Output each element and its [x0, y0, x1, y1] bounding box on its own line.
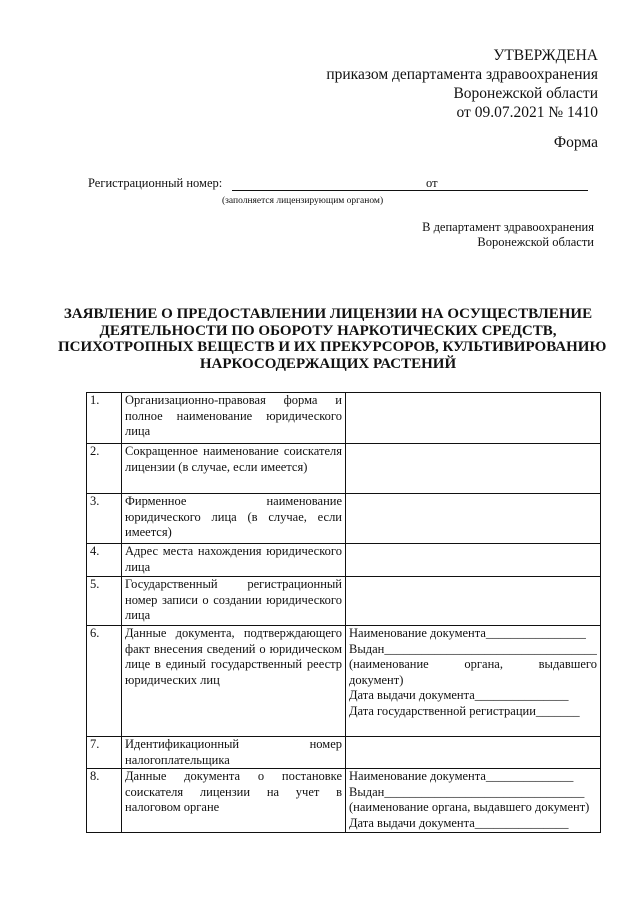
row-number: 8.	[87, 769, 122, 833]
form-label: Форма	[553, 134, 598, 151]
recipient-block	[422, 220, 594, 250]
value-line: Дата государственной регистрации_______	[349, 703, 580, 718]
table-row	[87, 494, 601, 544]
row-value-field[interactable]	[346, 737, 601, 769]
value-line: (наименование органа, выдавшего документ)	[349, 800, 590, 814]
table-row	[87, 769, 601, 833]
table-row	[87, 444, 601, 494]
application-table	[86, 392, 601, 833]
row-number: 1.	[87, 393, 122, 444]
recipient-line-1: В департамент здравоохранения	[422, 220, 594, 234]
registration-number-label: Регистрационный номер:	[88, 176, 223, 190]
table-row	[87, 737, 601, 769]
row-label: Фирменное наименование юридического лица (в случае, если имеется)	[122, 494, 346, 544]
value-line: Наименование документа________________	[349, 626, 586, 640]
registration-hint: (заполняется лицензирующим органом)	[222, 196, 384, 206]
row-label: Адрес места нахождения юридического лица	[122, 544, 346, 577]
value-line: Выдан__________________________________	[349, 641, 597, 656]
approval-date-number: от 09.07.2021 № 1410	[456, 104, 598, 121]
row-value-field[interactable]	[346, 626, 601, 737]
value-line: документ)	[349, 672, 404, 687]
table-row	[87, 393, 601, 444]
table-row	[87, 577, 601, 626]
row-number: 3.	[87, 494, 122, 544]
title-line-3: ПСИХОТРОПНЫХ ВЕЩЕСТВ И ИХ ПРЕКУРСОРОВ, КУЛЬТИВИРОВАНИЮ	[58, 339, 607, 355]
row-label: Данные документа о постановке соискателя лицензии на учет в налоговом органе	[122, 769, 346, 833]
registration-date-label: от	[426, 176, 438, 190]
title-line-1: ЗАЯВЛЕНИЕ О ПРЕДОСТАВЛЕНИИ ЛИЦЕНЗИИ НА ОСУЩЕСТВЛЕНИЕ	[63, 306, 593, 322]
registration-date-line	[440, 190, 588, 191]
row-label: Организационно-правовая форма и полное наименование юридического лица	[122, 393, 346, 444]
row-number: 5.	[87, 577, 122, 626]
title-line-2: ДЕЯТЕЛЬНОСТИ ПО ОБОРОТУ НАРКОТИЧЕСКИХ СРЕДСТВ,	[99, 322, 557, 339]
value-line: Дата выдачи документа_______________	[349, 815, 569, 830]
table-row	[87, 544, 601, 577]
row-number: 7.	[87, 737, 122, 769]
row-label: Идентификационный номер налогоплательщика	[122, 737, 346, 769]
recipient-line-2: Воронежской области	[477, 235, 594, 249]
row-number: 4.	[87, 544, 122, 577]
approval-order: приказом департамента здравоохранения	[326, 66, 598, 83]
approval-stamp	[326, 46, 598, 122]
row-value-field[interactable]	[346, 544, 601, 577]
title-line-4: НАРКОСОДЕРЖАЩИХ РАСТЕНИЙ	[199, 355, 457, 372]
row-label: Данные документа, подтверждающего факт внесения сведений о юридическом лице в единый государственный реестр юридических лиц	[122, 626, 346, 737]
row-value-field[interactable]	[346, 444, 601, 494]
row-value-field[interactable]	[346, 577, 601, 626]
row-value-field[interactable]	[346, 769, 601, 833]
value-line: Выдан________________________________	[349, 784, 585, 799]
table-row	[87, 626, 601, 737]
document-title	[58, 306, 607, 372]
row-value-field[interactable]	[346, 494, 601, 544]
registration-block	[88, 176, 608, 216]
approval-status: УТВЕРЖДЕНА	[493, 47, 598, 64]
row-label: Государственный регистрационный номер записи о создании юридического лица	[122, 577, 346, 626]
approval-region: Воронежской области	[453, 85, 598, 102]
row-number: 2.	[87, 444, 122, 494]
value-line: Наименование документа______________	[349, 769, 574, 783]
row-number: 6.	[87, 626, 122, 737]
value-line: (наименование органа, выдавшего	[349, 657, 597, 671]
row-label: Сокращенное наименование соискателя лицензии (в случае, если имеется)	[122, 444, 346, 494]
row-value-field[interactable]	[346, 393, 601, 444]
value-line: Дата выдачи документа_______________	[349, 688, 569, 702]
